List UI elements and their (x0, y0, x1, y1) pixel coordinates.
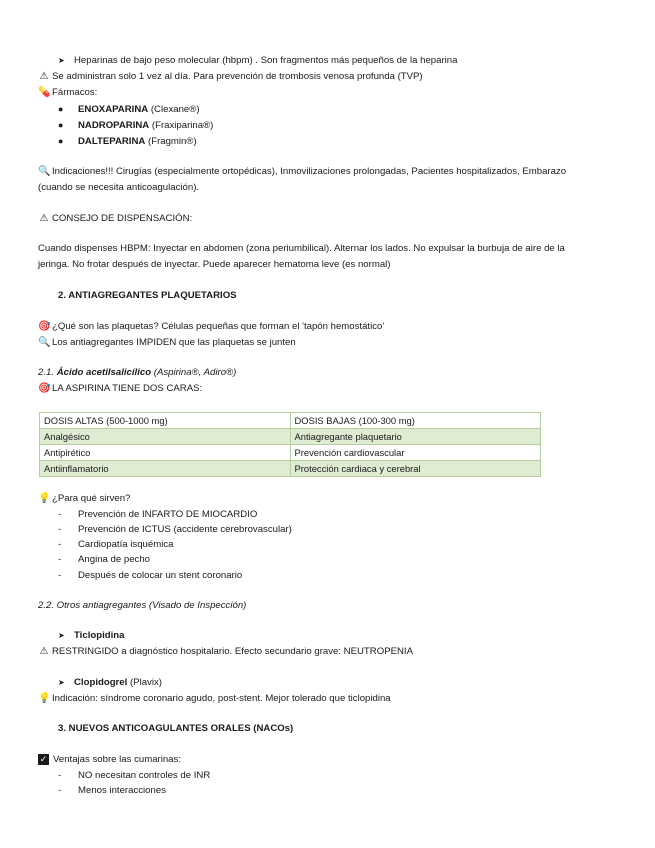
section-heading-antiagregantes: 2. ANTIAGREGANTES PLAQUETARIOS (58, 290, 237, 301)
drug-item: ● NADROPARINA (Fraxiparina®) (58, 120, 214, 131)
consejo-line-1: Cuando dispenses HBPM: Inyectar en abdomen (zona periumbilical). Alternar los lados. No expulsar la burbuja de aire de la (38, 243, 565, 254)
warning-icon: ⚠ (39, 71, 49, 82)
table-header-row (40, 413, 541, 429)
arrow-icon: ➤ (58, 678, 65, 687)
arrow-icon: ➤ (58, 56, 65, 65)
plaquetas-question: 🎯 ¿Qué son las plaquetas? Células pequeñas que forman el 'tapón hemostático' (38, 321, 385, 332)
subheading-otros: 2.2. Otros antiagregantes (Visado de Inspección) (38, 600, 247, 611)
dosis-table (39, 412, 541, 477)
search-icon: 🔍 (38, 337, 51, 348)
indicaciones-line-1: 🔍 Indicaciones!!! Cirugías (especialmente ortopédicas), Inmovilizaciones prolongadas, Pacientes hospitalizados, Embarazo (38, 166, 567, 177)
list-item: - Menos interacciones (58, 785, 166, 796)
farmacos-label: 💊 Fármacos: (38, 87, 98, 98)
table-cell: Antiagregante plaquetario (290, 429, 541, 445)
ticlopidina-warning: ⚠ RESTRINGIDO a diagnóstico hospitalario. Efecto secundario grave: NEUTROPENIA (39, 646, 413, 657)
section-heading-nacos: 3. NUEVOS ANTICOAGULANTES ORALES (NACOs) (58, 723, 294, 734)
ticlopidina-item: ➤ Ticlopidina (58, 630, 125, 641)
list-item: - Prevención de ICTUS (accidente cerebrovascular) (58, 524, 292, 535)
table-cell: Protección cardiaca y cerebral (290, 461, 541, 477)
ventajas-label: ✓ Ventajas sobre las cumarinas: (39, 754, 181, 765)
pill-icon: 💊 (38, 87, 51, 98)
lightbulb-icon: 💡 (38, 493, 51, 504)
list-item: - Angina de pecho (58, 554, 151, 565)
table-row (40, 429, 541, 445)
checkbox-icon: ✓ (39, 754, 48, 764)
consejo-title: ⚠ CONSEJO DE DISPENSACIÓN: (39, 213, 193, 224)
consejo-line-2: jeringa. No frotar después de inyectar. Puede aparecer hematoma leve (es normal) (38, 259, 391, 270)
table-header-cell: DOSIS BAJAS (100-300 mg) (290, 413, 541, 429)
para-que-sirven: 💡 ¿Para qué sirven? (38, 493, 131, 504)
list-item: - Prevención de INFARTO DE MIOCARDIO (58, 509, 258, 520)
arrow-icon: ➤ (58, 631, 65, 640)
indicaciones-line-2: (cuando se necesita anticoagulación). (38, 182, 200, 193)
target-icon: 🎯 (38, 321, 51, 332)
hbpm-bullet: ➤ Heparinas de bajo peso molecular (hbpm) . Son fragmentos más pequeños de la heparina (58, 55, 458, 66)
hbpm-warning: ⚠ Se administran solo 1 vez al día. Para prevención de trombosis venosa profunda (TVP) (39, 71, 423, 82)
drug-item: ● DALTEPARINA (Fragmin®) (58, 136, 197, 147)
clopidogrel-indicacion: 💡 Indicación: síndrome coronario agudo, post-stent. Mejor tolerado que ticlopidina (38, 693, 391, 704)
target-icon: 🎯 (38, 383, 51, 394)
bullet-icon: ● (58, 120, 64, 130)
search-icon: 🔍 (38, 166, 51, 177)
table-cell: Prevención cardiovascular (290, 445, 541, 461)
table-cell: Antiinflamatorio (40, 461, 291, 477)
aspirina-caras: 🎯 LA ASPIRINA TIENE DOS CARAS: (38, 383, 203, 394)
table-row (40, 445, 541, 461)
bullet-icon: ● (58, 104, 64, 114)
table-row (40, 461, 541, 477)
list-item: - NO necesitan controles de INR (58, 770, 211, 781)
table-cell: Analgésico (40, 429, 291, 445)
subheading-aas: 2.1. Ácido acetilsalicílico (Aspirina®, Adiro®) (38, 367, 237, 378)
list-item: - Después de colocar un stent coronario (58, 570, 243, 581)
antiagregantes-note: 🔍 Los antiagregantes IMPIDEN que las plaquetas se junten (38, 337, 296, 348)
table-header-cell: DOSIS ALTAS (500-1000 mg) (40, 413, 291, 429)
drug-item: ● ENOXAPARINA (Clexane®) (58, 104, 200, 115)
list-item: - Cardiopatía isquémica (58, 539, 174, 550)
warning-icon: ⚠ (39, 213, 49, 224)
warning-icon: ⚠ (39, 646, 49, 657)
lightbulb-icon: 💡 (38, 693, 51, 704)
clopidogrel-item: ➤ Clopidogrel (Plavix) (58, 677, 162, 688)
bullet-icon: ● (58, 136, 64, 146)
table-cell: Antipirético (40, 445, 291, 461)
